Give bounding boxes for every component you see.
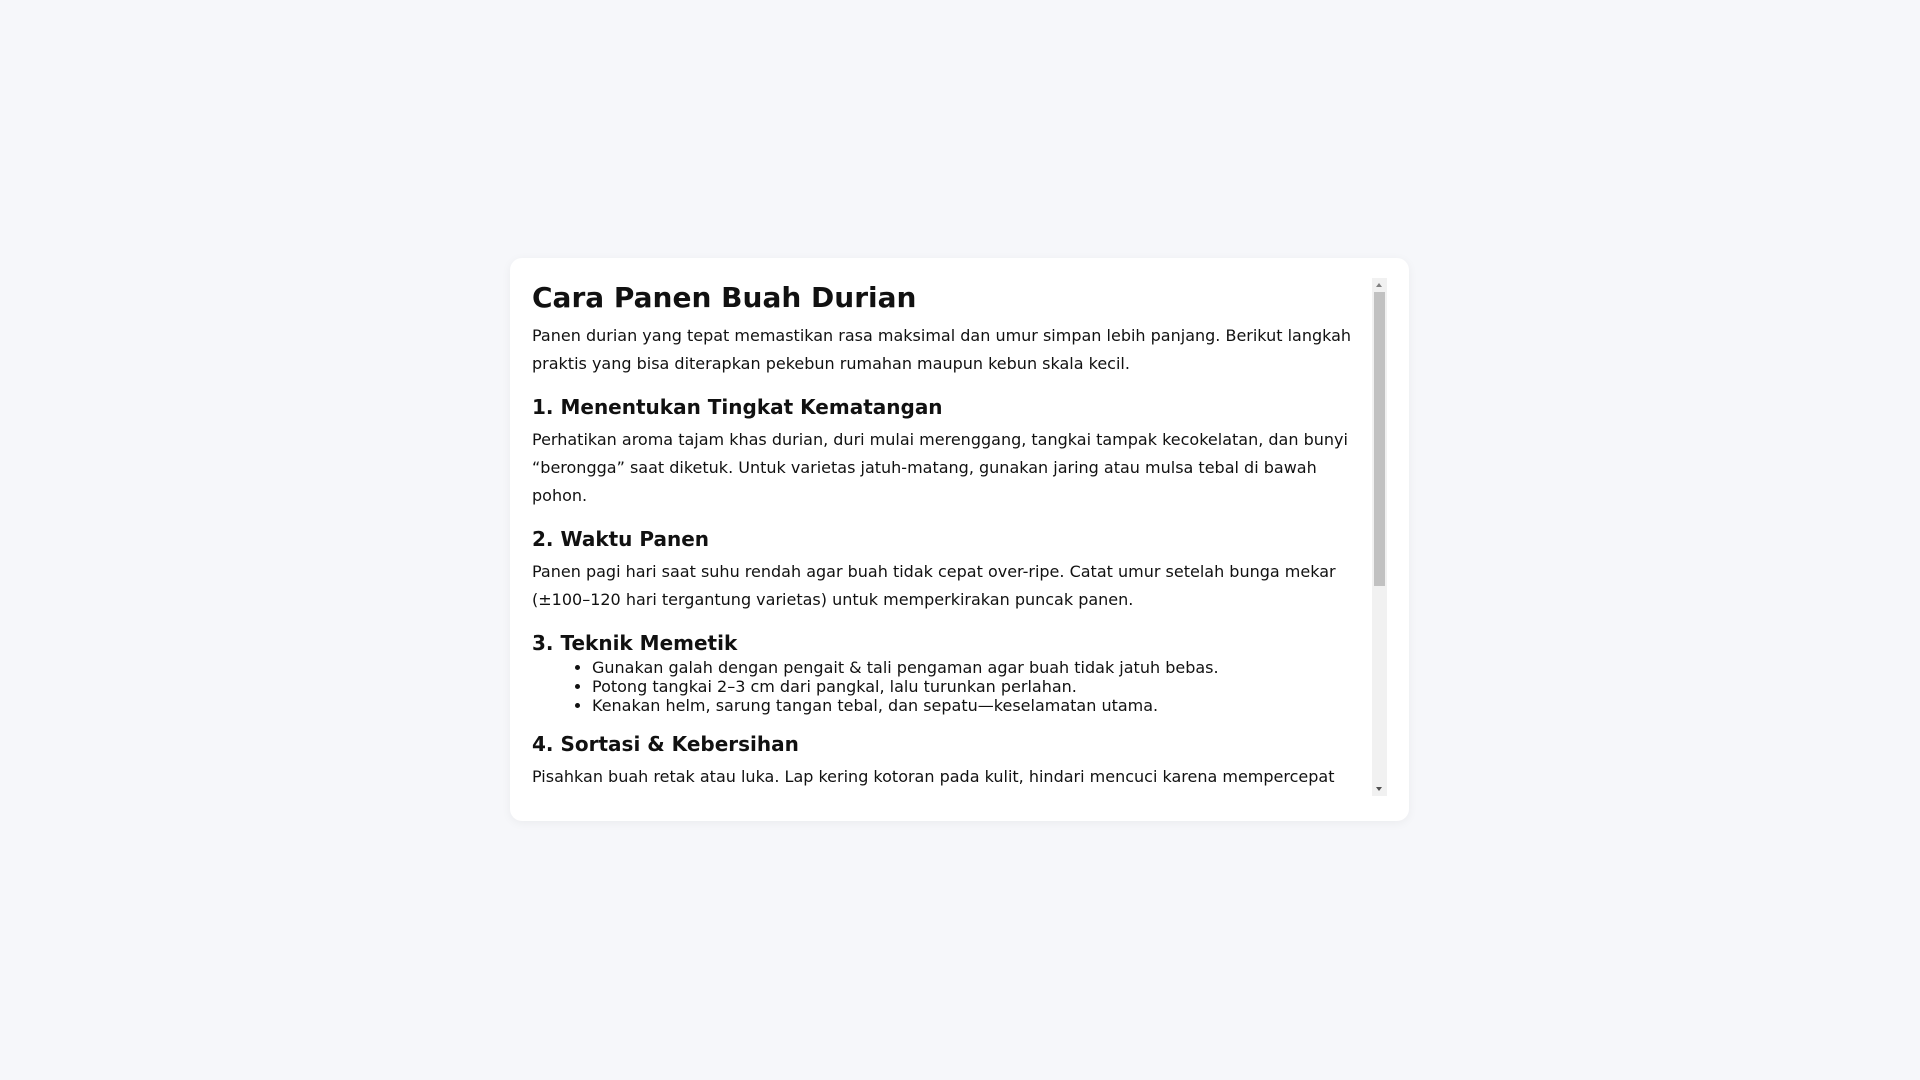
page-title: Cara Panen Buah Durian xyxy=(532,281,917,314)
scrollbar-thumb[interactable] xyxy=(1374,292,1385,586)
list-item: • Potong tangkai 2–3 cm dari pangkal, lalu turunkan perlahan. xyxy=(592,677,1364,696)
scroll-down-arrow-icon[interactable] xyxy=(1372,782,1387,796)
section-heading: 2. Waktu Panen xyxy=(532,527,710,551)
technique-list xyxy=(532,658,1364,715)
article-scroll-area[interactable] xyxy=(532,278,1387,796)
section-paragraph: Panen pagi hari saat suhu rendah agar buah tidak cepat over-ripe. Catat umur setelah bunga mekar (±100–120 hari tergantung varietas) untuk memperkirakan puncak panen. xyxy=(532,562,1336,609)
article-card xyxy=(510,258,1409,821)
intro-paragraph: Panen durian yang tepat memastikan rasa maksimal dan umur simpan lebih panjang. Berikut langkah praktis yang bisa diterapkan pekebun rumahan maupun kebun skala kecil. xyxy=(532,326,1352,373)
section-heading: 1. Menentukan Tingkat Kematangan xyxy=(532,395,943,419)
section-paragraph: Pisahkan buah retak atau luka. Lap kering kotoran pada kulit, hindari mencuci karena mempercepat xyxy=(532,767,1335,786)
section-heading: 3. Teknik Memetik xyxy=(532,631,738,655)
section-paragraph: Perhatikan aroma tajam khas durian, duri mulai merenggang, tangkai tampak kecokelatan, dan bunyi “berongga” saat diketuk. Untuk varietas jatuh-matang, gunakan jaring atau mulsa tebal di bawah pohon. xyxy=(532,430,1348,505)
scroll-up-arrow-icon[interactable] xyxy=(1372,278,1387,292)
article-content xyxy=(532,278,1364,791)
list-item: • Gunakan galah dengan pengait & tali pengaman agar buah tidak jatuh bebas. xyxy=(592,658,1364,677)
section-ripeness xyxy=(532,394,1364,510)
section-picking-technique xyxy=(532,630,1364,715)
section-sorting xyxy=(532,731,1364,791)
vertical-scrollbar[interactable] xyxy=(1372,278,1387,796)
section-harvest-time xyxy=(532,526,1364,614)
list-item: • Kenakan helm, sarung tangan tebal, dan sepatu—keselamatan utama. xyxy=(592,696,1364,715)
section-heading: 4. Sortasi & Kebersihan xyxy=(532,732,799,756)
